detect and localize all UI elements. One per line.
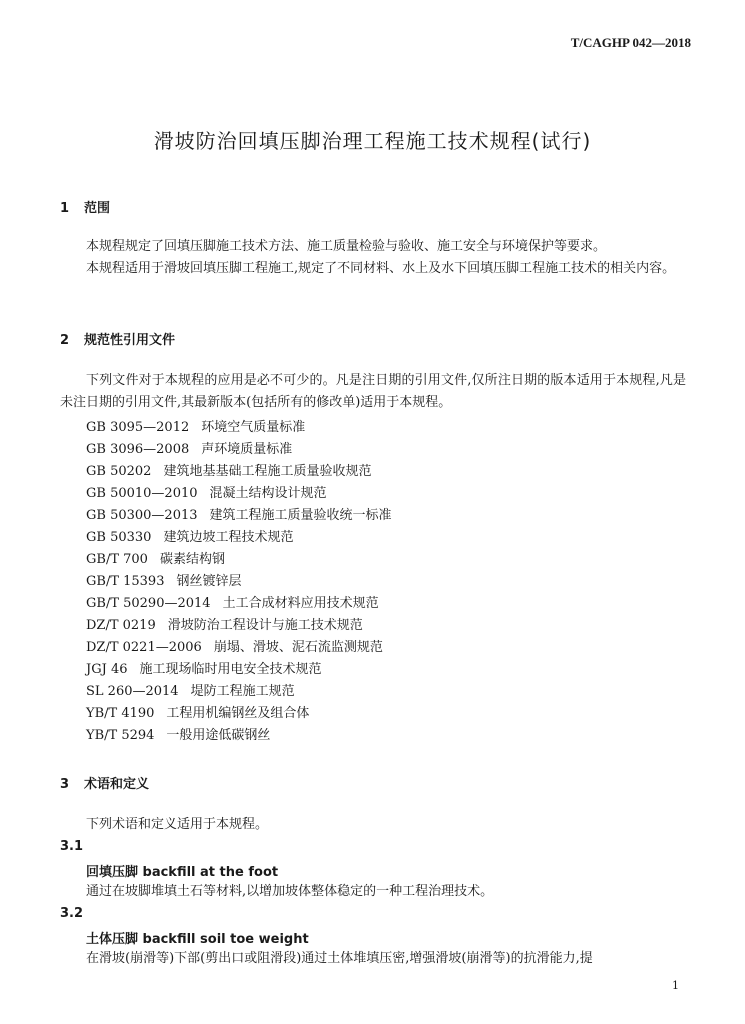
reference-name: 建筑工程施工质量验收统一标准 bbox=[209, 508, 392, 523]
reference-item bbox=[86, 504, 392, 523]
reference-item bbox=[86, 592, 379, 611]
term-definition: 通过在坡脚堆填土石等材料,以增加坡体整体稳定的一种工程治理技术。 bbox=[86, 884, 494, 899]
reference-item bbox=[86, 658, 322, 677]
reference-code: GB 50010—2010 bbox=[86, 486, 198, 501]
section-heading bbox=[60, 197, 110, 216]
reference-name: 堤防工程施工规范 bbox=[190, 684, 295, 699]
standard-code: T/CAGHP 042—2018 bbox=[570, 35, 691, 50]
reference-code: YB/T 5294 bbox=[86, 728, 155, 743]
reference-code: SL 260—2014 bbox=[86, 684, 179, 699]
reference-code: DZ/T 0221—2006 bbox=[86, 640, 202, 655]
reference-item bbox=[86, 680, 295, 699]
reference-item bbox=[86, 636, 383, 655]
reference-code: JGJ 46 bbox=[86, 662, 128, 677]
reference-name: 声环境质量标准 bbox=[201, 442, 293, 457]
section-number: 2 bbox=[60, 333, 70, 348]
reference-item bbox=[86, 570, 242, 589]
section-number: 3 bbox=[60, 777, 70, 792]
section-title: 范围 bbox=[84, 201, 111, 216]
reference-name: 土工合成材料应用技术规范 bbox=[222, 596, 379, 611]
reference-name: 钢丝镀锌层 bbox=[176, 574, 242, 589]
reference-item bbox=[86, 702, 309, 721]
reference-code: GB/T 700 bbox=[86, 552, 148, 567]
reference-name: 一般用途低碳钢丝 bbox=[166, 728, 271, 743]
paragraph: 下列文件对于本规程的应用是必不可少的。凡是注日期的引用文件,仅所注日期的版本适用于本规程,凡是未注日期的引用文件,其最新版本(包括所有的修改单)适用于本规程。 bbox=[60, 373, 686, 410]
paragraph: 本规程适用于滑坡回填压脚工程施工,规定了不同材料、水上及水下回填压脚工程施工技术的相关内容。 bbox=[86, 261, 676, 276]
reference-item bbox=[86, 526, 293, 545]
reference-name: 滑坡防治工程设计与施工技术规范 bbox=[167, 618, 363, 633]
reference-item bbox=[86, 482, 327, 501]
reference-name: 建筑边坡工程技术规范 bbox=[163, 530, 294, 545]
reference-item bbox=[86, 614, 363, 633]
section-heading bbox=[60, 329, 175, 348]
document-title: 滑坡防治回填压脚治理工程施工技术规程(试行) bbox=[153, 129, 592, 153]
reference-code: GB 50330 bbox=[86, 530, 152, 545]
reference-name: 碳素结构钢 bbox=[159, 552, 225, 567]
page-number: 1 bbox=[672, 979, 679, 992]
reference-name: 建筑地基基础工程施工质量验收规范 bbox=[163, 464, 372, 479]
reference-code: GB 3095—2012 bbox=[86, 420, 190, 435]
reference-item bbox=[86, 416, 305, 435]
term-title: 回填压脚 backfill at the foot bbox=[86, 865, 279, 880]
reference-code: GB/T 15393 bbox=[86, 574, 165, 589]
term-definition: 在滑坡(崩滑等)下部(剪出口或阻滑段)通过土体堆填压密,增强滑坡(崩滑等)的抗滑能力,提 bbox=[86, 951, 593, 966]
reference-code: GB 50202 bbox=[86, 464, 152, 479]
reference-item bbox=[86, 724, 270, 743]
term-number: 3.2 bbox=[60, 906, 84, 921]
section-title: 术语和定义 bbox=[84, 777, 150, 792]
reference-name: 环境空气质量标准 bbox=[201, 420, 306, 435]
reference-name: 混凝土结构设计规范 bbox=[209, 486, 327, 501]
reference-code: GB 50300—2013 bbox=[86, 508, 198, 523]
paragraph: 下列术语和定义适用于本规程。 bbox=[86, 817, 269, 832]
reference-code: YB/T 4190 bbox=[86, 706, 155, 721]
section-title: 规范性引用文件 bbox=[84, 333, 176, 348]
reference-name: 工程用机编钢丝及组合体 bbox=[166, 706, 310, 721]
term-title: 土体压脚 backfill soil toe weight bbox=[86, 932, 309, 947]
reference-name: 施工现场临时用电安全技术规范 bbox=[139, 662, 322, 677]
reference-code: DZ/T 0219 bbox=[86, 618, 156, 633]
reference-item bbox=[86, 460, 371, 479]
section-number: 1 bbox=[60, 201, 70, 216]
reference-name: 崩塌、滑坡、泥石流监测规范 bbox=[213, 640, 383, 655]
reference-code: GB 3096—2008 bbox=[86, 442, 190, 457]
paragraph: 本规程规定了回填压脚施工技术方法、施工质量检验与验收、施工安全与环境保护等要求。 bbox=[86, 239, 607, 254]
section-heading bbox=[60, 773, 149, 792]
reference-item bbox=[86, 548, 225, 567]
term-number: 3.1 bbox=[60, 839, 84, 854]
reference-code: GB/T 50290—2014 bbox=[86, 596, 211, 611]
reference-item bbox=[86, 438, 292, 457]
